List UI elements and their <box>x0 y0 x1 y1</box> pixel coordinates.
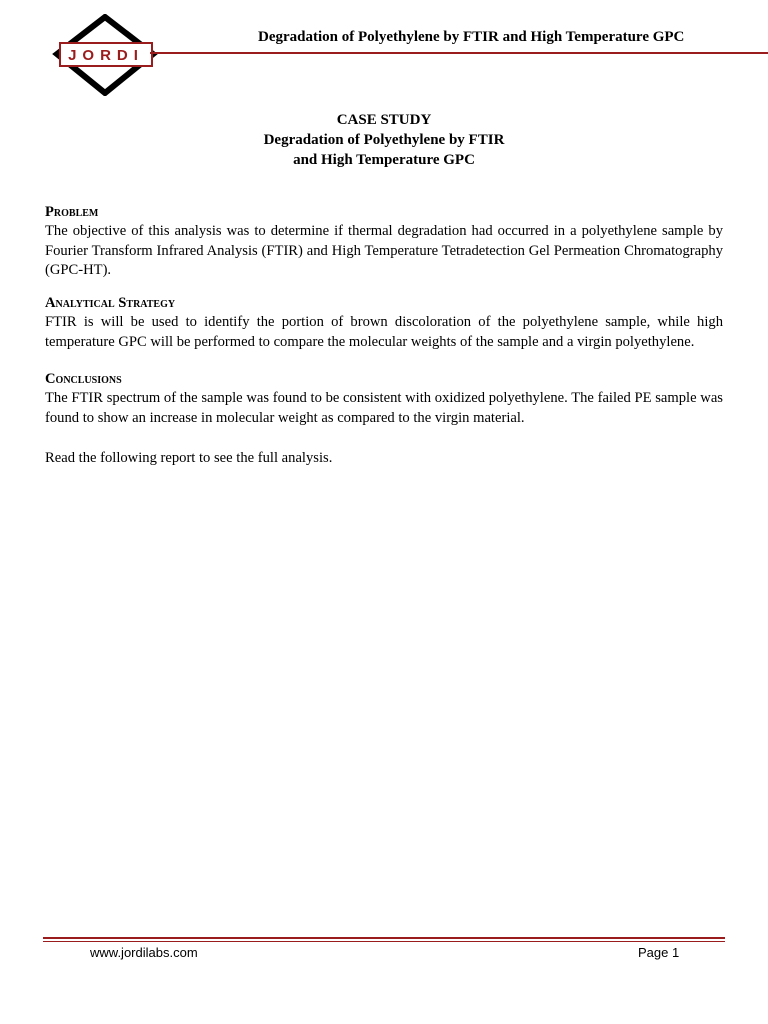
section-problem <box>45 203 723 281</box>
header-rule <box>150 52 768 54</box>
section-text: The FTIR spectrum of the sample was found to be consistent with oxidized polyethylene. The failed PE sample was found to show an increase in molecular weight as compared to the virgin material. <box>45 390 723 426</box>
section-heading: Analytical Strategy <box>45 295 176 311</box>
footer-rule <box>43 937 725 939</box>
page-number: Page 1 <box>638 945 680 960</box>
section-heading: Conclusions <box>45 371 122 387</box>
jordi-logo <box>52 14 158 96</box>
logo-text: JORDI <box>68 47 144 64</box>
title-block <box>44 110 724 170</box>
title-line-1: CASE STUDY <box>336 112 432 128</box>
footer-rule-thin <box>43 941 725 942</box>
title-line-3: and High Temperature GPC <box>293 152 475 168</box>
footer-url: www.jordilabs.com <box>90 945 198 960</box>
title-line-2: Degradation of Polyethylene by FTIR <box>263 132 505 148</box>
closing-text: Read the following report to see the full analysis. <box>45 450 333 466</box>
running-header-title: Degradation of Polyethylene by FTIR and High Temperature GPC <box>258 29 685 45</box>
section-heading: Problem <box>45 204 99 220</box>
section-text: FTIR is will be used to identify the portion of brown discoloration of the polyethylene sample, while high temperature GPC will be performed to compare the molecular weights of the sample and a virgin polyethylene. <box>45 314 723 350</box>
section-analytical-strategy <box>45 294 723 352</box>
section-conclusions <box>45 370 723 428</box>
section-text: The objective of this analysis was to determine if thermal degradation had occurred in a polyethylene sample by Fourier Transform Infrared Analysis (FTIR) and High Temperature Tetradetection Gel Permeation Chromatography (GPC-HT). <box>45 223 723 278</box>
